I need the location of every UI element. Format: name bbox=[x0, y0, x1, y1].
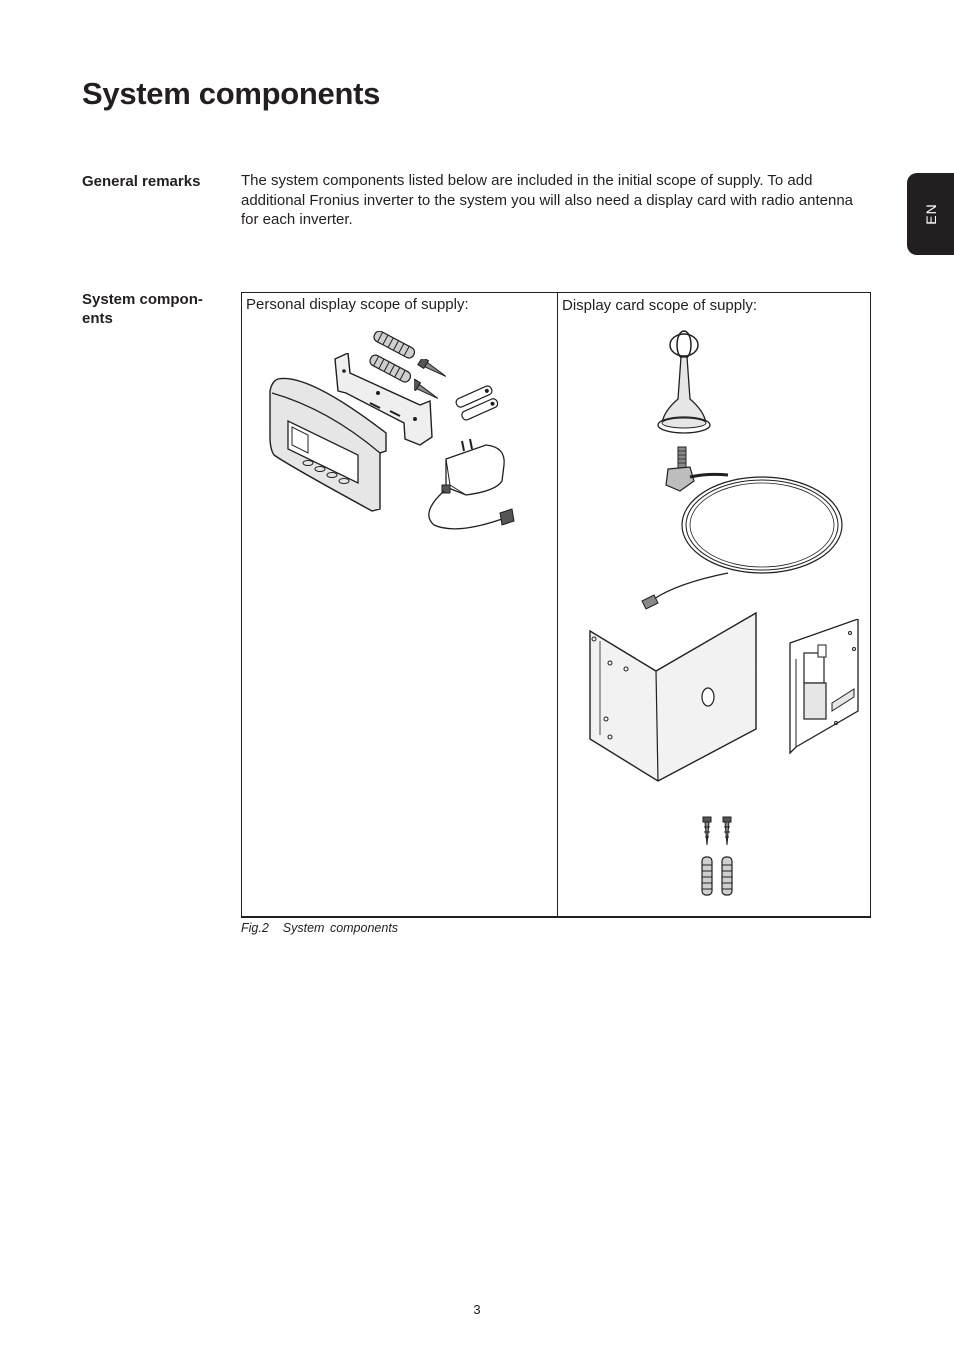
personal-display-drawing bbox=[268, 373, 390, 513]
screw-drawing bbox=[414, 359, 454, 409]
components-figure-table bbox=[241, 292, 871, 918]
display-card-cell bbox=[558, 293, 870, 916]
figure-caption bbox=[241, 921, 398, 935]
battery-drawing bbox=[454, 385, 502, 421]
figure-number: Fig.2 bbox=[241, 921, 269, 935]
system-components-heading: System compon- ents bbox=[82, 291, 203, 327]
wall-plug-drawing bbox=[698, 855, 738, 899]
page-title: System components bbox=[82, 76, 381, 111]
personal-display-caption: Personal display scope of supply: bbox=[246, 296, 469, 313]
antenna-cable-drawing bbox=[638, 445, 848, 615]
mounting-bracket-drawing bbox=[586, 611, 761, 783]
display-card-pcb-drawing bbox=[786, 619, 862, 757]
page-number: 3 bbox=[473, 1302, 481, 1317]
personal-display-cell bbox=[242, 293, 558, 916]
language-tab bbox=[907, 173, 954, 255]
display-card-caption: Display card scope of supply: bbox=[562, 297, 758, 314]
language-tab-label: EN bbox=[922, 203, 939, 225]
antenna-drawing bbox=[654, 327, 714, 439]
figure-caption-text: System components bbox=[282, 921, 399, 935]
general-remarks-text: The system components listed below are included in the initial scope of supply. To add additional Fronius inverter to the system you will also need a display card with radio antenna for each inverter. bbox=[241, 172, 853, 228]
general-remarks-heading: General remarks bbox=[82, 173, 201, 190]
power-adapter-drawing bbox=[426, 435, 521, 535]
